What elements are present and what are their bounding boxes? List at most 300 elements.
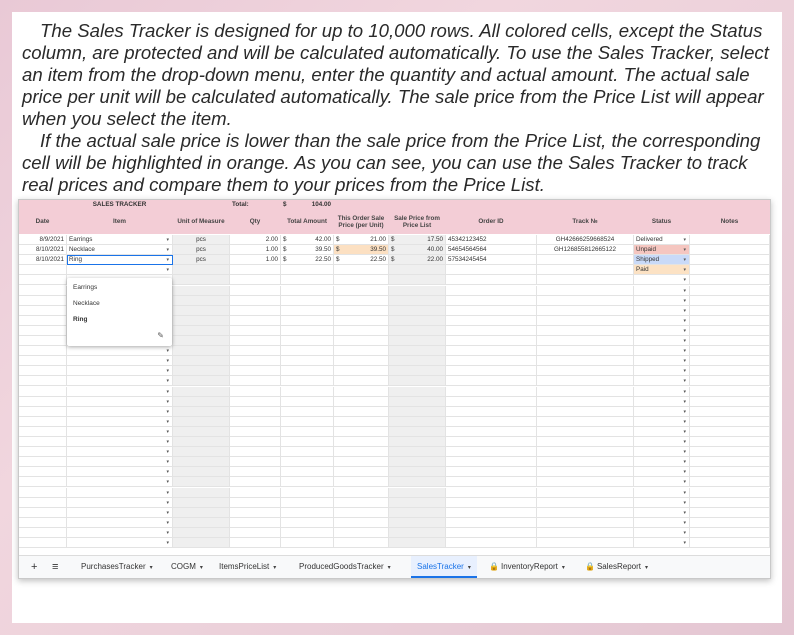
- dropdown-arrow-icon[interactable]: ▾: [683, 428, 686, 435]
- cell-date[interactable]: [19, 508, 67, 518]
- tab-menu-chevron-icon[interactable]: ▾: [467, 565, 471, 571]
- cell-unit[interactable]: [173, 407, 230, 417]
- cell-unit[interactable]: [173, 316, 230, 326]
- cell-qty[interactable]: [230, 407, 281, 417]
- cell-notes[interactable]: [690, 467, 770, 477]
- cell-total[interactable]: [281, 286, 334, 296]
- cell-order-id[interactable]: [446, 417, 537, 427]
- column-header-order-price[interactable]: This Order Sale Price (per Unit): [334, 210, 389, 234]
- tab-salesreport[interactable]: [585, 556, 648, 578]
- cell-status[interactable]: [634, 488, 690, 498]
- tab-itemspricelist[interactable]: [219, 556, 276, 578]
- cell-item[interactable]: [67, 498, 173, 508]
- dropdown-arrow-icon[interactable]: ▾: [683, 519, 686, 526]
- cell-date[interactable]: [19, 286, 67, 296]
- cell-order-id[interactable]: [446, 508, 537, 518]
- dropdown-arrow-icon[interactable]: ▾: [166, 449, 169, 456]
- cell-order-price[interactable]: [334, 366, 389, 376]
- cell-list-price[interactable]: [389, 336, 446, 346]
- cell-list-price[interactable]: [389, 427, 446, 437]
- cell-date[interactable]: [19, 488, 67, 498]
- cell-qty[interactable]: [230, 447, 281, 457]
- cell-item[interactable]: [67, 366, 173, 376]
- cell-notes[interactable]: [690, 366, 770, 376]
- cell-date[interactable]: [19, 528, 67, 538]
- cell-notes[interactable]: [690, 296, 770, 306]
- cell-notes[interactable]: [690, 376, 770, 386]
- cell-unit[interactable]: [173, 437, 230, 447]
- dropdown-arrow-icon[interactable]: ▾: [166, 257, 169, 264]
- cell-qty[interactable]: [230, 397, 281, 407]
- cell-date[interactable]: [19, 376, 67, 386]
- cell-track[interactable]: [537, 387, 634, 397]
- cell-unit[interactable]: [173, 255, 230, 265]
- cell-list-price[interactable]: [389, 407, 446, 417]
- cell-order-price[interactable]: [334, 397, 389, 407]
- dropdown-arrow-icon[interactable]: ▾: [166, 439, 169, 445]
- cell-total[interactable]: [281, 316, 334, 326]
- cell-item[interactable]: [67, 518, 173, 528]
- all-sheets-hamburger-icon[interactable]: ≡: [52, 561, 59, 573]
- dropdown-arrow-icon[interactable]: ▾: [683, 388, 686, 395]
- cell-unit[interactable]: [173, 528, 230, 538]
- cell-date[interactable]: [19, 397, 67, 407]
- cell-item[interactable]: [67, 356, 173, 366]
- cell-order-price[interactable]: [334, 498, 389, 508]
- cell-unit[interactable]: [173, 245, 230, 255]
- cell-status[interactable]: [634, 235, 690, 245]
- cell-list-price[interactable]: [389, 437, 446, 447]
- cell-total[interactable]: [281, 477, 334, 487]
- cell-order-id[interactable]: [446, 427, 537, 437]
- cell-qty[interactable]: [230, 306, 281, 316]
- cell-unit[interactable]: [173, 387, 230, 397]
- cell-qty[interactable]: [230, 275, 281, 285]
- cell-status[interactable]: [634, 376, 690, 386]
- cell-list-price[interactable]: [389, 316, 446, 326]
- cell-qty[interactable]: [230, 235, 281, 245]
- dropdown-arrow-icon[interactable]: ▾: [683, 408, 686, 415]
- cell-date[interactable]: [19, 346, 67, 356]
- tab-purchasestracker[interactable]: [81, 556, 153, 578]
- add-sheet-plus-icon[interactable]: +: [31, 561, 38, 573]
- dropdown-arrow-icon[interactable]: ▾: [683, 247, 686, 254]
- cell-list-price[interactable]: [389, 255, 446, 265]
- cell-qty[interactable]: [230, 437, 281, 447]
- cell-order-price[interactable]: [334, 265, 389, 275]
- cell-total[interactable]: [281, 265, 334, 275]
- dropdown-arrow-icon[interactable]: ▾: [166, 529, 169, 536]
- cell-unit[interactable]: [173, 356, 230, 366]
- cell-track[interactable]: [537, 498, 634, 508]
- dropdown-arrow-icon[interactable]: ▾: [683, 358, 686, 365]
- cell-notes[interactable]: [690, 336, 770, 346]
- cell-total[interactable]: [281, 245, 334, 255]
- cell-qty[interactable]: [230, 376, 281, 386]
- cell-qty[interactable]: [230, 326, 281, 336]
- cell-track[interactable]: [537, 366, 634, 376]
- cell-notes[interactable]: [690, 356, 770, 366]
- cell-list-price[interactable]: [389, 376, 446, 386]
- cell-order-id[interactable]: [446, 275, 537, 285]
- cell-date[interactable]: [19, 265, 67, 275]
- cell-unit[interactable]: [173, 518, 230, 528]
- cell-order-price[interactable]: [334, 275, 389, 285]
- cell-unit[interactable]: [173, 467, 230, 477]
- dropdown-arrow-icon[interactable]: ▾: [166, 479, 169, 486]
- dropdown-arrow-icon[interactable]: ▾: [683, 540, 686, 546]
- cell-qty[interactable]: [230, 286, 281, 296]
- cell-qty[interactable]: [230, 265, 281, 275]
- cell-track[interactable]: [537, 265, 634, 275]
- cell-date[interactable]: [19, 477, 67, 487]
- cell-status[interactable]: [634, 366, 690, 376]
- dropdown-arrow-icon[interactable]: ▾: [166, 378, 169, 385]
- cell-total[interactable]: [281, 255, 334, 265]
- dropdown-arrow-icon[interactable]: ▾: [166, 237, 169, 243]
- cell-status[interactable]: [634, 457, 690, 467]
- cell-track[interactable]: [537, 538, 634, 548]
- cell-status[interactable]: [634, 356, 690, 366]
- cell-track[interactable]: [537, 417, 634, 427]
- cell-total[interactable]: [281, 538, 334, 548]
- cell-order-id[interactable]: [446, 407, 537, 417]
- cell-list-price[interactable]: [389, 286, 446, 296]
- cell-status[interactable]: [634, 467, 690, 477]
- cell-item[interactable]: [67, 488, 173, 498]
- cell-unit[interactable]: [173, 346, 230, 356]
- cell-total[interactable]: [281, 235, 334, 245]
- cell-status[interactable]: [634, 245, 690, 255]
- cell-status[interactable]: [634, 528, 690, 538]
- cell-total[interactable]: [281, 387, 334, 397]
- cell-date[interactable]: [19, 447, 67, 457]
- dropdown-arrow-icon[interactable]: ▾: [683, 398, 686, 405]
- cell-track[interactable]: [537, 306, 634, 316]
- cell-item[interactable]: [67, 346, 173, 356]
- cell-status[interactable]: [634, 508, 690, 518]
- cell-status[interactable]: [634, 286, 690, 296]
- cell-qty[interactable]: [230, 498, 281, 508]
- cell-notes[interactable]: [690, 387, 770, 397]
- cell-unit[interactable]: [173, 508, 230, 518]
- tab-menu-chevron-icon[interactable]: ▾: [149, 565, 153, 571]
- cell-qty[interactable]: [230, 538, 281, 548]
- cell-total[interactable]: [281, 528, 334, 538]
- cell-order-price[interactable]: [334, 528, 389, 538]
- cell-total[interactable]: [281, 488, 334, 498]
- dropdown-arrow-icon[interactable]: ▾: [683, 317, 686, 324]
- dropdown-arrow-icon[interactable]: ▾: [683, 257, 686, 264]
- cell-order-price[interactable]: [334, 245, 389, 255]
- cell-order-price[interactable]: [334, 538, 389, 548]
- tab-menu-chevron-icon[interactable]: ▾: [273, 565, 277, 571]
- cell-order-id[interactable]: [446, 316, 537, 326]
- cell-qty[interactable]: [230, 336, 281, 346]
- cell-track[interactable]: [537, 488, 634, 498]
- cell-notes[interactable]: [690, 417, 770, 427]
- dropdown-arrow-icon[interactable]: ▾: [683, 378, 686, 385]
- dropdown-arrow-icon[interactable]: ▾: [683, 297, 686, 304]
- cell-total[interactable]: [281, 407, 334, 417]
- cell-unit[interactable]: [173, 447, 230, 457]
- cell-list-price[interactable]: [389, 488, 446, 498]
- cell-list-price[interactable]: [389, 397, 446, 407]
- cell-notes[interactable]: [690, 427, 770, 437]
- cell-notes[interactable]: [690, 245, 770, 255]
- cell-order-id[interactable]: [446, 336, 537, 346]
- cell-item[interactable]: [67, 245, 173, 255]
- dropdown-arrow-icon[interactable]: ▾: [166, 509, 169, 516]
- cell-order-id[interactable]: [446, 447, 537, 457]
- cell-total[interactable]: [281, 275, 334, 285]
- cell-unit[interactable]: [173, 397, 230, 407]
- column-header-qty[interactable]: Qty: [230, 210, 281, 234]
- column-header-notes[interactable]: Notes: [690, 210, 770, 234]
- column-header-total[interactable]: Total Amount: [281, 210, 334, 234]
- edit-pencil-icon[interactable]: ✎: [157, 331, 164, 340]
- cell-track[interactable]: [537, 296, 634, 306]
- cell-order-price[interactable]: [334, 387, 389, 397]
- cell-list-price[interactable]: [389, 538, 446, 548]
- cell-order-price[interactable]: [334, 407, 389, 417]
- cell-total[interactable]: [281, 518, 334, 528]
- cell-date[interactable]: [19, 467, 67, 477]
- dropdown-arrow-icon[interactable]: ▾: [166, 489, 169, 496]
- cell-status[interactable]: [634, 437, 690, 447]
- cell-order-price[interactable]: [334, 488, 389, 498]
- cell-status[interactable]: [634, 296, 690, 306]
- cell-total[interactable]: [281, 356, 334, 366]
- cell-status[interactable]: [634, 387, 690, 397]
- cell-track[interactable]: [537, 245, 634, 255]
- cell-order-id[interactable]: [446, 397, 537, 407]
- dropdown-arrow-icon[interactable]: ▾: [683, 479, 686, 486]
- cell-track[interactable]: [537, 275, 634, 285]
- cell-status[interactable]: [634, 316, 690, 326]
- column-header-unit[interactable]: Unit of Measure: [173, 210, 230, 234]
- cell-status[interactable]: [634, 255, 690, 265]
- cell-unit[interactable]: [173, 376, 230, 386]
- cell-list-price[interactable]: [389, 326, 446, 336]
- cell-item[interactable]: [67, 265, 173, 275]
- cell-track[interactable]: [537, 508, 634, 518]
- cell-total[interactable]: [281, 457, 334, 467]
- cell-date[interactable]: [19, 336, 67, 346]
- cell-notes[interactable]: [690, 255, 770, 265]
- cell-order-id[interactable]: [446, 356, 537, 366]
- dropdown-arrow-icon[interactable]: ▾: [166, 540, 169, 546]
- cell-track[interactable]: [537, 447, 634, 457]
- cell-status[interactable]: [634, 518, 690, 528]
- cell-qty[interactable]: [230, 488, 281, 498]
- cell-qty[interactable]: [230, 427, 281, 437]
- cell-date[interactable]: [19, 437, 67, 447]
- dropdown-arrow-icon[interactable]: ▾: [683, 469, 686, 476]
- cell-order-price[interactable]: [334, 376, 389, 386]
- cell-total[interactable]: [281, 346, 334, 356]
- dropdown-arrow-icon[interactable]: ▾: [683, 368, 686, 375]
- cell-order-id[interactable]: [446, 366, 537, 376]
- cell-order-id[interactable]: [446, 477, 537, 487]
- cell-notes[interactable]: [690, 397, 770, 407]
- cell-qty[interactable]: [230, 316, 281, 326]
- cell-notes[interactable]: [690, 326, 770, 336]
- cell-unit[interactable]: [173, 286, 230, 296]
- cell-order-price[interactable]: [334, 316, 389, 326]
- cell-order-price[interactable]: [334, 477, 389, 487]
- cell-track[interactable]: [537, 346, 634, 356]
- cell-qty[interactable]: [230, 296, 281, 306]
- cell-notes[interactable]: [690, 447, 770, 457]
- cell-order-price[interactable]: [334, 467, 389, 477]
- cell-unit[interactable]: [173, 488, 230, 498]
- cell-list-price[interactable]: [389, 508, 446, 518]
- cell-date[interactable]: [19, 316, 67, 326]
- dropdown-arrow-icon[interactable]: ▾: [683, 277, 686, 284]
- cell-unit[interactable]: [173, 306, 230, 316]
- cell-track[interactable]: [537, 528, 634, 538]
- cell-notes[interactable]: [690, 508, 770, 518]
- tab-menu-chevron-icon[interactable]: ▾: [199, 565, 203, 571]
- cell-list-price[interactable]: [389, 498, 446, 508]
- cell-status[interactable]: [634, 346, 690, 356]
- cell-date[interactable]: [19, 387, 67, 397]
- cell-list-price[interactable]: [389, 366, 446, 376]
- cell-list-price[interactable]: [389, 235, 446, 245]
- cell-track[interactable]: [537, 255, 634, 265]
- cell-total[interactable]: [281, 326, 334, 336]
- dropdown-arrow-icon[interactable]: ▾: [166, 348, 169, 355]
- cell-order-id[interactable]: [446, 387, 537, 397]
- dropdown-arrow-icon[interactable]: ▾: [683, 499, 686, 506]
- cell-date[interactable]: [19, 356, 67, 366]
- cell-order-id[interactable]: [446, 245, 537, 255]
- cell-total[interactable]: [281, 366, 334, 376]
- cell-date[interactable]: [19, 235, 67, 245]
- cell-qty[interactable]: [230, 366, 281, 376]
- cell-status[interactable]: [634, 498, 690, 508]
- cell-order-price[interactable]: [334, 417, 389, 427]
- cell-order-price[interactable]: [334, 356, 389, 366]
- cell-item[interactable]: [67, 457, 173, 467]
- cell-qty[interactable]: [230, 457, 281, 467]
- cell-order-id[interactable]: [446, 265, 537, 275]
- dropdown-arrow-icon[interactable]: ▾: [683, 327, 686, 334]
- tab-salestracker[interactable]: [411, 556, 477, 578]
- cell-list-price[interactable]: [389, 265, 446, 275]
- cell-date[interactable]: [19, 255, 67, 265]
- cell-status[interactable]: [634, 447, 690, 457]
- cell-unit[interactable]: [173, 326, 230, 336]
- cell-order-price[interactable]: [334, 427, 389, 437]
- cell-status[interactable]: [634, 538, 690, 548]
- cell-unit[interactable]: [173, 538, 230, 548]
- cell-unit[interactable]: [173, 417, 230, 427]
- cell-order-id[interactable]: [446, 376, 537, 386]
- cell-status[interactable]: [634, 427, 690, 437]
- cell-track[interactable]: [537, 286, 634, 296]
- cell-track[interactable]: [537, 397, 634, 407]
- dropdown-arrow-icon[interactable]: ▾: [683, 348, 686, 355]
- cell-list-price[interactable]: [389, 356, 446, 366]
- dropdown-arrow-icon[interactable]: ▾: [166, 368, 169, 375]
- cell-notes[interactable]: [690, 477, 770, 487]
- cell-date[interactable]: [19, 427, 67, 437]
- cell-unit[interactable]: [173, 265, 230, 275]
- cell-item[interactable]: [67, 508, 173, 518]
- cell-list-price[interactable]: [389, 528, 446, 538]
- tab-producedgoodstracker[interactable]: [299, 556, 391, 578]
- cell-notes[interactable]: [690, 407, 770, 417]
- cell-date[interactable]: [19, 296, 67, 306]
- cell-notes[interactable]: [690, 306, 770, 316]
- cell-track[interactable]: [537, 467, 634, 477]
- cell-order-id[interactable]: [446, 235, 537, 245]
- dropdown-arrow-icon[interactable]: ▾: [166, 358, 169, 365]
- cell-total[interactable]: [281, 427, 334, 437]
- cell-unit[interactable]: [173, 427, 230, 437]
- cell-notes[interactable]: [690, 457, 770, 467]
- dropdown-arrow-icon[interactable]: ▾: [683, 449, 686, 456]
- cell-track[interactable]: [537, 427, 634, 437]
- cell-qty[interactable]: [230, 508, 281, 518]
- column-header-order-id[interactable]: Order ID: [446, 210, 537, 234]
- cell-item[interactable]: [67, 528, 173, 538]
- cell-item[interactable]: [67, 255, 173, 265]
- cell-total[interactable]: [281, 306, 334, 316]
- cell-status[interactable]: [634, 407, 690, 417]
- cell-total[interactable]: [281, 397, 334, 407]
- cell-order-id[interactable]: [446, 255, 537, 265]
- cell-unit[interactable]: [173, 477, 230, 487]
- cell-item[interactable]: [67, 407, 173, 417]
- cell-item[interactable]: [67, 447, 173, 457]
- cell-order-price[interactable]: [334, 306, 389, 316]
- cell-track[interactable]: [537, 457, 634, 467]
- cell-total[interactable]: [281, 296, 334, 306]
- cell-order-price[interactable]: [334, 346, 389, 356]
- cell-list-price[interactable]: [389, 346, 446, 356]
- tab-inventoryreport[interactable]: [489, 556, 565, 578]
- cell-status[interactable]: [634, 265, 690, 275]
- cell-order-id[interactable]: [446, 467, 537, 477]
- cell-item[interactable]: [67, 376, 173, 386]
- dropdown-arrow-icon[interactable]: ▾: [683, 418, 686, 425]
- dropdown-arrow-icon[interactable]: ▾: [683, 489, 686, 496]
- cell-notes[interactable]: [690, 346, 770, 356]
- cell-date[interactable]: [19, 245, 67, 255]
- cell-total[interactable]: [281, 508, 334, 518]
- dropdown-arrow-icon[interactable]: ▾: [166, 388, 169, 395]
- cell-status[interactable]: [634, 275, 690, 285]
- cell-list-price[interactable]: [389, 387, 446, 397]
- cell-order-price[interactable]: [334, 296, 389, 306]
- cell-order-id[interactable]: [446, 286, 537, 296]
- cell-order-id[interactable]: [446, 518, 537, 528]
- cell-qty[interactable]: [230, 245, 281, 255]
- cell-unit[interactable]: [173, 235, 230, 245]
- cell-track[interactable]: [537, 437, 634, 447]
- column-header-track[interactable]: Track №: [537, 210, 634, 234]
- dropdown-arrow-icon[interactable]: ▾: [683, 509, 686, 516]
- dropdown-option-ring[interactable]: Ring: [73, 316, 88, 323]
- cell-unit[interactable]: [173, 336, 230, 346]
- cell-total[interactable]: [281, 336, 334, 346]
- cell-unit[interactable]: [173, 366, 230, 376]
- cell-date[interactable]: [19, 407, 67, 417]
- cell-notes[interactable]: [690, 488, 770, 498]
